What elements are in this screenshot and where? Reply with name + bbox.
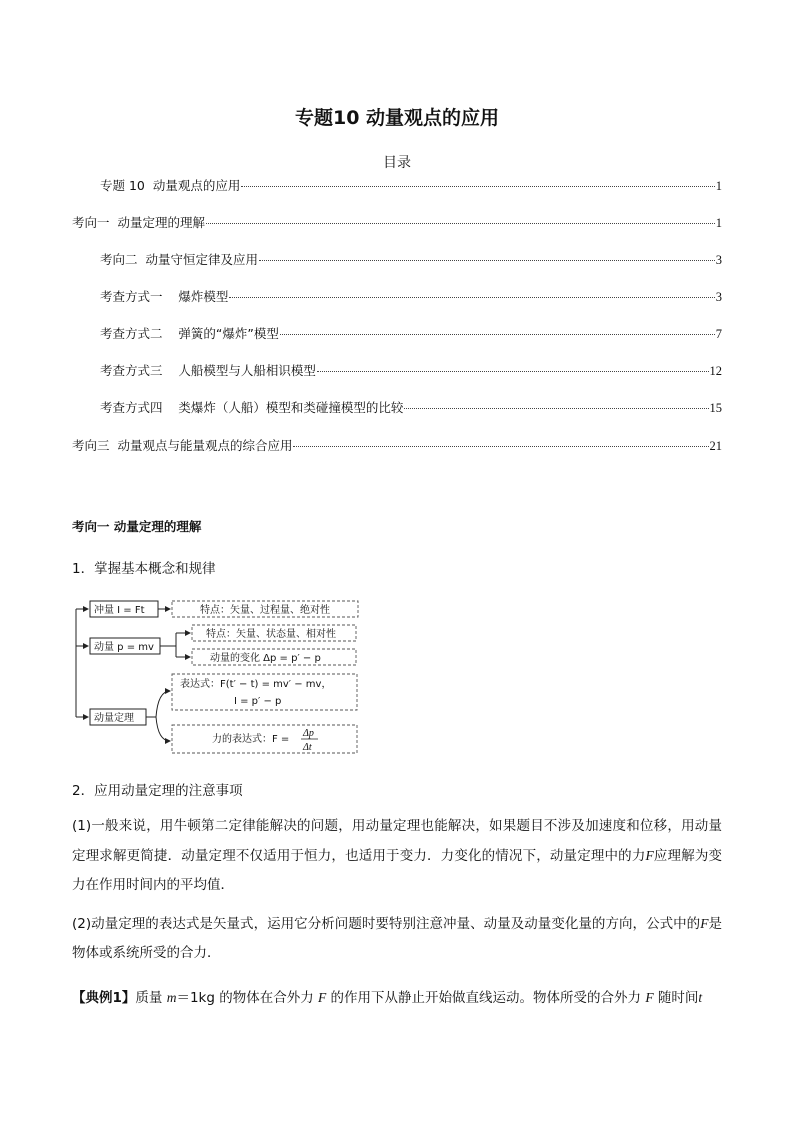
diagram-fraction-denominator: Δt <box>303 742 312 753</box>
toc-entry-page: 15 <box>709 401 722 415</box>
toc-leader-dots <box>259 260 715 261</box>
toc-leader-dots <box>229 297 714 298</box>
paragraph-text: 应理解为变力在作用时间内的平均值． <box>72 848 723 893</box>
diagram-impulse-label: 冲量 I = Ft <box>94 605 145 616</box>
diagram-theorem-label: 动量定理 <box>94 713 134 724</box>
toc-entry-page: 7 <box>715 327 722 341</box>
toc-entry-label: 考向三 动量观点与能量观点的综合应用 <box>72 438 293 453</box>
toc-entry[interactable] <box>100 361 722 379</box>
paragraph-text: (2)动量定理的表达式是矢量式，运用它分析问题时要特别注意冲量、动量及动量变化量的方向，公式中的 <box>72 916 701 932</box>
paragraph-note-1 <box>72 812 722 900</box>
toc-entry-page: 12 <box>709 364 722 378</box>
toc-entry[interactable] <box>100 250 722 268</box>
toc-leader-dots <box>206 223 715 224</box>
symbol-force: F <box>700 916 709 931</box>
toc-entry-page: 1 <box>715 216 722 230</box>
diagram-force-expression: 力的表达式：F = <box>212 734 290 745</box>
toc-leader-dots <box>293 446 708 447</box>
diagram-momentum-change: 动量的变化 Δp = p′ − p <box>210 653 321 664</box>
toc-leader-dots <box>241 186 714 187</box>
toc-entry[interactable] <box>100 176 722 194</box>
symbol-force: F <box>318 990 327 1005</box>
toc-entry-label: 考查方式一 爆炸模型 <box>100 289 229 304</box>
toc-entry[interactable] <box>72 436 722 454</box>
section-heading: 考向一 动量定理的理解 <box>72 519 202 534</box>
toc-leader-dots <box>404 408 708 409</box>
toc-entry[interactable] <box>100 287 722 305</box>
toc-entry-label: 考向二 动量守恒定律及应用 <box>100 252 258 267</box>
paragraph-text: (1)一般来说，用牛顿第二定律能解决的问题，用动量定理也能解决，如果题目不涉及加速度和位移，用动量定理求解更简捷．动量定理不仅适用于恒力，也适用于变力．力变化的情况下，动量定理中的力 <box>72 818 722 864</box>
diagram-fraction-numerator: Δp <box>303 728 314 739</box>
toc-entry-page: 21 <box>709 439 722 453</box>
toc-entry-page: 1 <box>715 179 722 193</box>
toc-entry[interactable] <box>72 213 722 231</box>
momentum-concept-diagram <box>72 597 372 757</box>
toc-leader-dots <box>317 371 709 372</box>
symbol-force: F <box>645 848 654 863</box>
example-text: 质量 <box>135 990 167 1006</box>
symbol-time: t <box>698 990 703 1005</box>
toc-entry-page: 3 <box>715 253 722 267</box>
toc-leader-dots <box>280 334 715 335</box>
symbol-mass: m <box>166 990 177 1005</box>
toc-entry-label: 专题 10 动量观点的应用 <box>100 178 241 193</box>
symbol-force: F <box>645 990 654 1005</box>
paragraph-text: 是物体或系统所受的合力． <box>72 916 723 961</box>
diagram-expression-1: 表达式：F(t′ − t) = mv′ − mv， <box>180 679 332 690</box>
example-tag: 【典例1】 <box>72 990 136 1006</box>
toc-entry-label: 考查方式四 类爆炸（人船）模型和类碰撞模型的比较 <box>100 400 404 415</box>
toc-heading: 目录 <box>383 155 411 171</box>
toc-entry[interactable] <box>100 324 722 342</box>
diagram-expression-2: I = p′ − p <box>234 696 282 707</box>
page-title: 专题10 动量观点的应用 <box>294 107 500 129</box>
diagram-impulse-feature: 特点：矢量、过程量、绝对性 <box>200 605 330 616</box>
example-1 <box>72 986 732 1006</box>
example-text: 的作用下从静止开始做直线运动。物体所受的合外力 <box>326 990 646 1006</box>
example-text: ＝1kg 的物体在合外力 <box>176 990 319 1006</box>
subheading-notes: 2．应用动量定理的注意事项 <box>72 783 243 799</box>
toc-entry-label: 考查方式三 人船模型与人船相识模型 <box>100 363 316 378</box>
diagram-momentum-label: 动量 p = mv <box>94 642 154 653</box>
toc-entry[interactable] <box>100 398 722 416</box>
toc-entry-label: 考查方式二 弹簧的“爆炸”模型 <box>100 326 279 341</box>
diagram-momentum-feature: 特点：矢量、状态量、相对性 <box>206 629 336 640</box>
toc-entry-page: 3 <box>715 290 722 304</box>
example-text: 随时间 <box>653 990 699 1006</box>
paragraph-note-2 <box>72 909 722 968</box>
subheading-concepts: 1．掌握基本概念和规律 <box>72 561 216 577</box>
toc-entry-label: 考向一 动量定理的理解 <box>72 215 205 230</box>
